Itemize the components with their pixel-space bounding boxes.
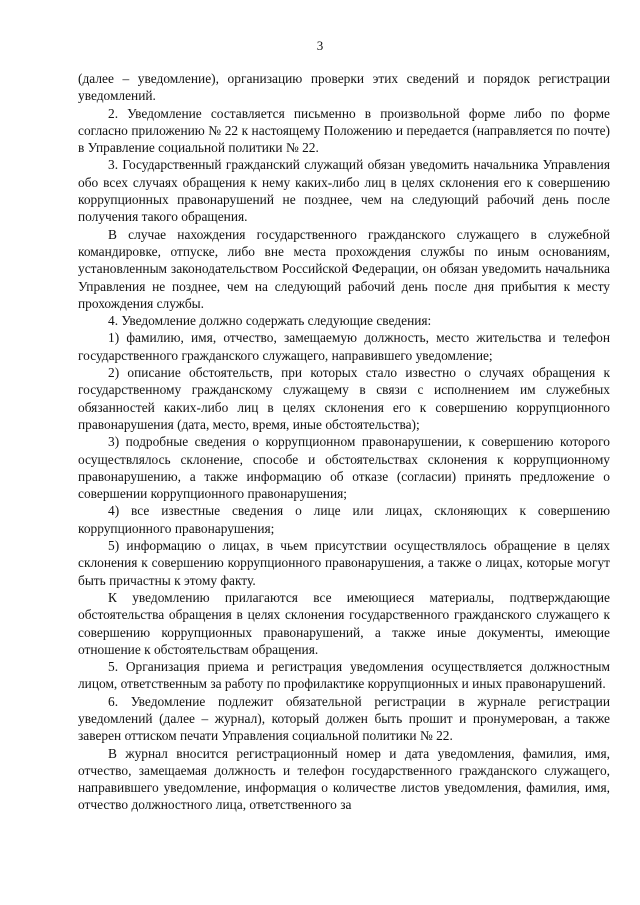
paragraph-item-4: 4. Уведомление должно содержать следующие сведения: [108,313,432,329]
paragraph-subitem-2: 2) описание обстоятельств, при которых стало известно о случаях обращения к государственному гражданскому служащему в связи с исполнением им служебных обязанностей каких-либо лиц в целях склонения его к совершению коррупционного правонарушения (дата, место, время, иные обстоятельства); [78,365,610,432]
paragraph-item-5: 5. Организация приема и регистрация уведомления осуществляется должностным лицом, ответственным за работу по профилактике коррупционных и иных правонарушений. [78,659,610,692]
paragraph-subitem-1: 1) фамилию, имя, отчество, замещаемую должность, место жительства и телефон государственного гражданского служащего, направившего уведомление; [78,330,610,363]
paragraph-item-2: 2. Уведомление составляется письменно в произвольной форме либо по форме согласно приложению № 22 к настоящему Положению и передается (направляется по почте) в Управление социальной политики № 22. [78,105,610,156]
paragraph-subitem-4: 4) все известные сведения о лице или лицах, склоняющих к совершению коррупционного правонарушения; [78,503,610,536]
paragraph-item-3: 3. Государственный гражданский служащий обязан уведомить начальника Управления обо всех случаях обращения к нему каких-либо лиц в целях склонения его к совершению коррупционных правонарушений не позднее, чем на следующий рабочий день после получения такого обращения. [78,157,610,225]
paragraph-subitem-3: 3) подробные сведения о коррупционном правонарушении, к совершению которого осуществлялось склонение, способе и обстоятельствах склонения к коррупционному правонарушению, а также информацию об отказе (согласии) принять предложение о совершении коррупционного правонарушения; [78,434,610,502]
paragraph-journal-entries: В журнал вносится регистрационный номер и дата уведомления, фамилия, имя, отчество, замещаемая должность и телефон государственного гражданского служащего, направившего уведомление, информация о количестве листов уведомления, фамилия, имя, отчество должностного лица, ответственного за [78,745,610,813]
page-number: 3 [316,38,324,53]
paragraph-item-6: 6. Уведомление подлежит обязательной регистрации в журнале регистрации уведомлений (далее – журнал), который должен быть прошит и пронумерован, а также заверен оттиском печати Управления социальной политики № 22. [78,693,610,744]
paragraph-subitem-5: 5) информацию о лицах, в чьем присутствии осуществлялось обращение в целях склонения к совершению коррупционного правонарушения, а также о лицах, которые могут быть причастны к этому факту. [78,538,610,588]
paragraph-absence-case: В случае нахождения государственного гражданского служащего в служебной командировке, отпуске, либо вне места прохождения службы по иным основаниям, установленным законодательством Российской Федерации, он обязан уведомить начальника Управления не позднее, чем на следующий рабочий день после дня прибытия к месту прохождения службы. [78,226,610,311]
document-body [78,70,610,814]
paragraph-continuation: (далее – уведомление), организацию проверки этих сведений и порядок регистрации уведомлений. [78,71,610,104]
paragraph-attachments: К уведомлению прилагаются все имеющиеся материалы, подтверждающие обстоятельства обращения в целях склонения государственного гражданского служащего к совершению коррупционных правонарушений, а также иные документы, имеющие отношение к обстоятельствам обращения. [78,589,610,657]
